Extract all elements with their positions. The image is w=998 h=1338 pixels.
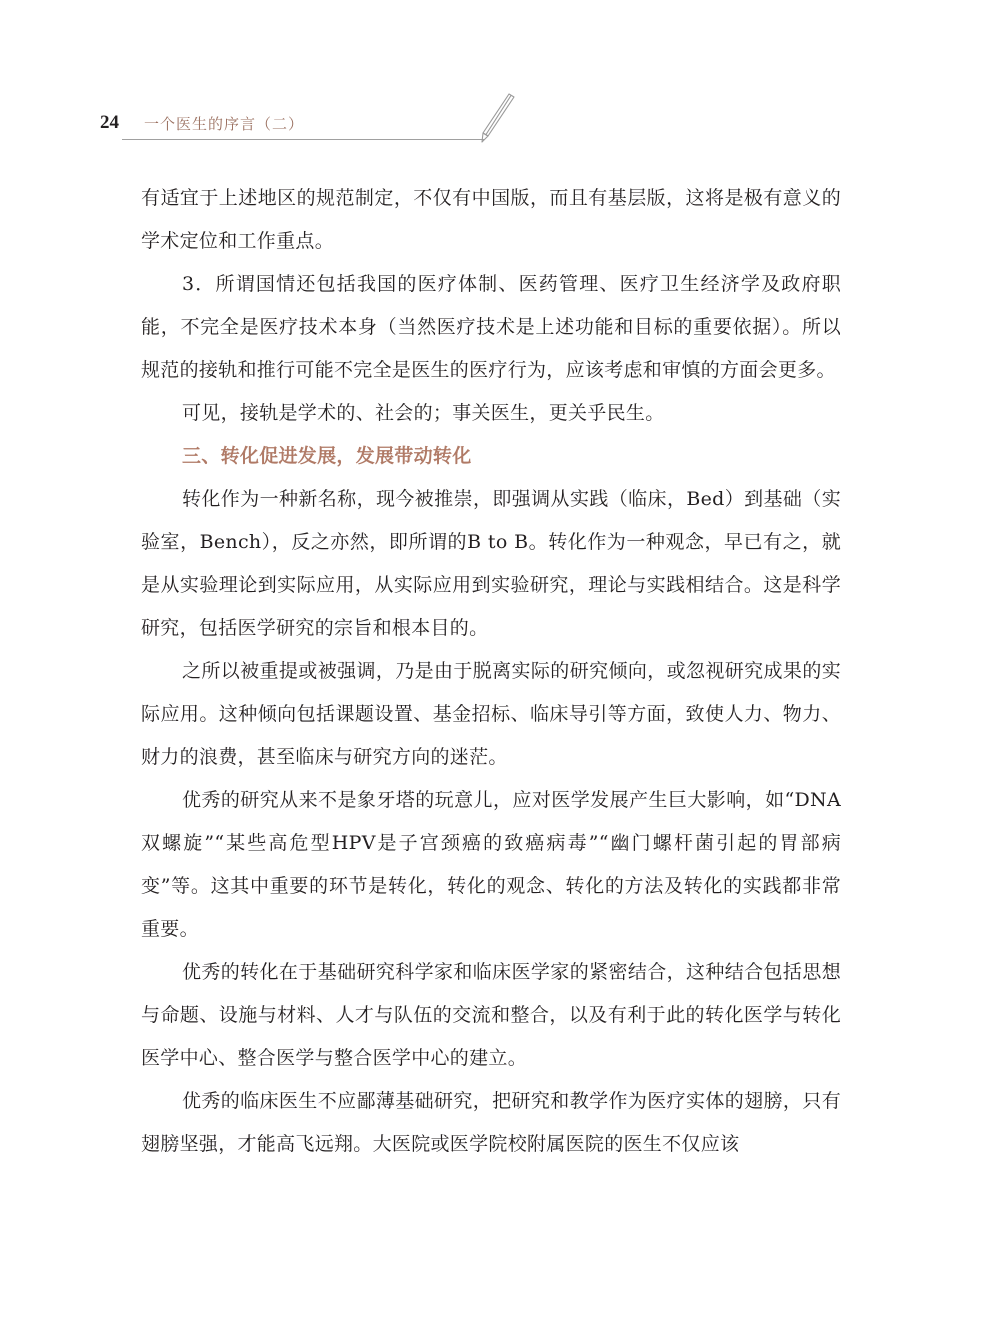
paragraph: 可见，接轨是学术的、社会的；事关医生，更关乎民生。 xyxy=(182,402,665,424)
paragraph: 转化作为一种新名称，现今被推崇，即强调从实践（临床，Bed）到基础（实验室，Bench），反之亦然，即所谓的B to B。转化作为一种观念，早已有之，就是从实验理论到实际应用，从实际应用到实验研究，理论与实践相结合。这是科学研究，包括医学研究的宗旨和根本目的。 xyxy=(141,488,841,639)
running-title: 一个医生的序言（二） xyxy=(144,115,305,133)
pen-icon xyxy=(476,92,516,144)
page-number: 24 xyxy=(100,112,119,133)
paragraph: 优秀的临床医生不应鄙薄基础研究，把研究和教学作为医疗实体的翅膀，只有翅膀坚强，才能高飞远翔。大医院或医学院校附属医院的医生不仅应该 xyxy=(141,1090,841,1155)
paragraph: 有适宜于上述地区的规范制定，不仅有中国版，而且有基层版，这将是极有意义的学术定位和工作重点。 xyxy=(141,187,841,252)
page-header xyxy=(100,110,520,150)
header-rule xyxy=(122,139,484,140)
page-body xyxy=(141,177,841,1166)
paragraph: 优秀的研究从来不是象牙塔的玩意儿，应对医学发展产生巨大影响，如“DNA双螺旋”“某些高危型HPV是子宫颈癌的致癌病毒”“幽门螺杆菌引起的胃部病变”等。这其中重要的环节是转化，转化的观念、转化的方法及转化的实践都非常重要。 xyxy=(141,789,841,940)
section-heading: 三、转化促进发展，发展带动转化 xyxy=(182,445,472,467)
paragraph: 3．所谓国情还包括我国的医疗体制、医药管理、医疗卫生经济学及政府职能，不完全是医疗技术本身（当然医疗技术是上述功能和目标的重要依据）。所以规范的接轨和推行可能不完全是医生的医疗行为，应该考虑和审慎的方面会更多。 xyxy=(141,273,841,381)
paragraph: 优秀的转化在于基础研究科学家和临床医学家的紧密结合，这种结合包括思想与命题、设施与材料、人才与队伍的交流和整合，以及有利于此的转化医学与转化医学中心、整合医学与整合医学中心的建立。 xyxy=(141,961,841,1069)
paragraph: 之所以被重提或被强调，乃是由于脱离实际的研究倾向，或忽视研究成果的实际应用。这种倾向包括课题设置、基金招标、临床导引等方面，致使人力、物力、财力的浪费，甚至临床与研究方向的迷茫。 xyxy=(141,660,841,768)
